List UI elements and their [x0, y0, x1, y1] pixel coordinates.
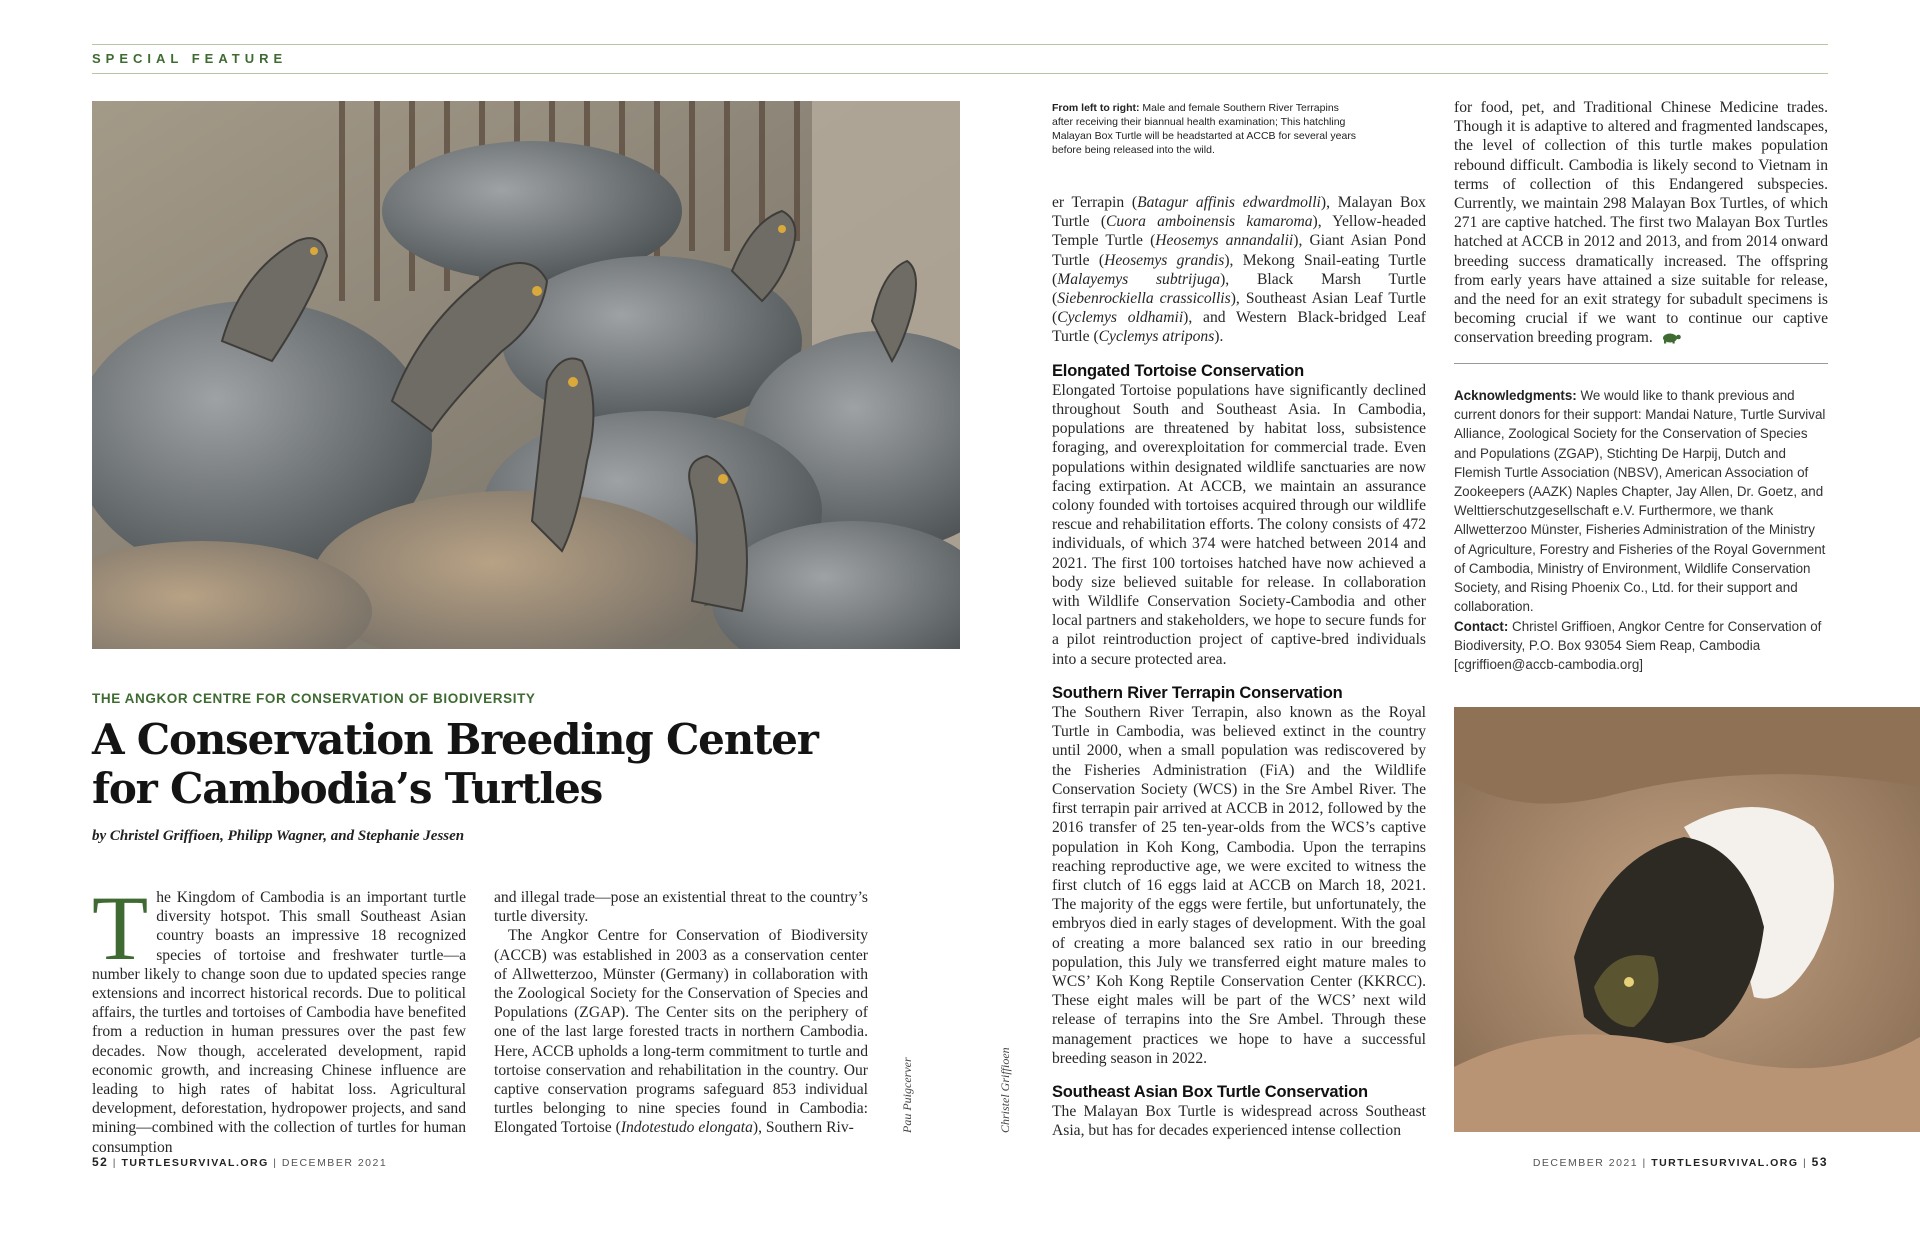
body-column-4 [1454, 98, 1828, 350]
org-label: THE ANGKOR CENTRE FOR CONSERVATION OF BIODIVERSITY [92, 691, 536, 706]
species-common-name: ), Southeast Asian Leaf Turtle ( [1052, 290, 1426, 327]
page-number-right: 53 [1811, 1155, 1828, 1169]
box-turtle-text: The Malayan Box Turtle is widespread across Southeast Asia, but has for decades experienced intense collection [1052, 1103, 1426, 1140]
species-common-name: ), Mekong Snail-eating Turtle ( [1052, 251, 1426, 288]
species-scientific-name: Heosemys annandalii [1155, 232, 1294, 250]
species-scientific-name: Cuora amboinensis kamaroma [1106, 213, 1313, 231]
caption-lead: From left to right: [1052, 102, 1140, 114]
page-number-left: 52 [92, 1155, 109, 1169]
col4-text: for food, pet, and Traditional Chinese Medicine trades. Though it is adaptive to altered and fragmented landscapes, the level of collection of this turtle makes population rebound difficult. Cambodia is likely second to Vietnam in terms of collection of this Endangered subspecies. Currently, we maintain 298 Malayan Box Turtles, of which 271 are captive hatched. The first two Malayan Box Turtles hatched at ACCB in 2012 and 2013, and from 2014 onward breeding success dramatically increased. The offspring from early years have attained a size suitable for release, and the need for an exit strategy for subadult specimens is becoming crucial if we want to continue our captive conservation breeding program. [1454, 99, 1828, 347]
species-common-name: ), Black Marsh Turtle ( [1052, 270, 1426, 308]
header-rule-bottom [92, 73, 1828, 74]
species-scientific-name: Malayemys subtrijuga [1057, 270, 1221, 288]
header-rule-top [92, 44, 1828, 45]
col4-paragraph-1 [1454, 98, 1828, 350]
terrapins-photo [92, 101, 960, 649]
ack-text: We would like to thank previous and current donors for their support: Mandai Nature, Turtle Survival Alliance, Zoological Society for the Conservation of Species and Populations (ZGAP), Stichting De Harpij, Dutch and Flemish Turtle Association (NBSV), American Association of Zookeepers (AAZK) Naples Chapter, Jay Allen, Dr. Goetz, and Welttierschutzgesellschaft e.V. Furthermore, we thank Allwetterzoo Münster, Fisheries Administration of the Ministry of Agriculture, Forestry and Fisheries of the Royal Government of Cambodia, Ministry of Environment, Wildlife Conservation Society, and Rising Phoenix Co., Ltd. for their support and collaboration. [1454, 388, 1826, 615]
body-column-1 [92, 877, 466, 1157]
col2-p2-text: The Angkor Centre for Conservation of Biodiversity (ACCB) was established in 2003 as a conservation center of Allwetterzoo, Münster (Germany) in collaboration with the Zoological Society for the Conservation of Species and Populations (ZGAP). The Center sits on the periphery of one of the last large forested tracts in northern Cambodia. Here, ACCB upholds a long-term commitment to turtle and tortoise conservation and rehabilitation in the country. Our captive conservation programs safeguard 853 individual turtles belonging to nine species found in Cambodia: Elongated Tortoise ( [494, 927, 868, 1137]
title-line-2: for Cambodia’s Turtles [92, 764, 603, 813]
elongated-tortoise-text: Elongated Tortoise populations have significantly declined throughout South and Southeast Asia. In Cambodia, populations are threatened by habitat loss, subsistence foraging, and overexploitation for commercial trade. Even populations within designated wildlife sanctuaries are now facing extirpation. At ACCB, we maintain an assurance colony founded with tortoises acquired through our wildlife rescue and rehabilitation efforts. The colony consists of 472 individuals, of which 374 were hatched between 2014 and 2021. The first 100 tortoises hatched have now achieved a body size believed suitable for release. In collaboration with Wildlife Conservation Society-Cambodia and other local partners and stakeholders, we hope to secure funds for a pilot reintroduction project of captive-bred individuals into a secure protected area. [1052, 381, 1426, 668]
photo-credit-left: Pau Puigcerver [900, 1057, 914, 1133]
species-scientific-name: Cyclemys atripons [1098, 328, 1215, 346]
byline: by Christel Griffioen, Philipp Wagner, and Stephanie Jessen [92, 828, 465, 844]
section-label: SPECIAL FEATURE [92, 51, 288, 66]
footer-date-left: DECEMBER 2021 [281, 1157, 388, 1169]
species-common-name: ). [1214, 328, 1224, 346]
footer-separator: | [1802, 1157, 1808, 1169]
subheading-southern-river-terrapin: Southern River Terrapin Conservation [1052, 683, 1343, 702]
species-scientific-name: Batagur affinis edwardmolli [1137, 194, 1321, 211]
body-column-2 [494, 888, 868, 1138]
species-scientific-name: Siebenrockiella crassicollis [1057, 290, 1231, 308]
photo-credit-right: Christel Griffioen [998, 1047, 1012, 1133]
col1-text: he Kingdom of Cambodia is an important turtle diversity hotspot. This small Southeast Asian country boasts an impressive 18 recognized species of tortoise and freshwater turtle—a number likely to change soon due to updated species range extensions and incorrect historical records. Due to political affairs, the turtles and tortoises of Cambodia have benefited from a reduction in human pressures over the past few decades. Now though, accelerated development, rapid economic growth, and increasing Chinese influence are leading to high rates of habitat loss. Agricultural development, deforestation, hydropower projects, and sand mining—combined with the collection of turtles for human consumption [92, 889, 466, 1156]
subheading-box-turtle: Southeast Asian Box Turtle Conservation [1052, 1082, 1368, 1101]
footer-date-right: DECEMBER 2021 [1532, 1157, 1639, 1169]
col2-paragraph-1: and illegal trade—pose an existential threat to the country’s turtle diversity. [494, 889, 868, 926]
species-scientific-name: Heosemys grandis [1104, 251, 1225, 269]
southern-river-terrapin-text: The Southern River Terrapin, also known as the Royal Turtle in Cambodia, was believed extinct in the country until 2000, when a small population was rediscovered by the Fisheries Administration (FiA) and the Wildlife Conservation Society (WCS) in the Sre Ambel River. The first terrapin pair arrived at ACCB in 2012, followed by the 2016 transfer of 25 ten-year-olds from the WCS’s captive population in Koh Kong, Cambodia. Upon the terrapins reaching reproductive age, we were excited to witness the first clutch of 16 eggs laid at ACCB on March 18, 2021. The majority of the eggs were fertile, but unfortunately, the embryos died in early stages of development. With the goal of creating a more balanced sex ratio in our breeding population, this July we transferred eight mature males to WCS’ Koh Kong Reptile Conservation Center (KKRCC). These eight males will be part of the WCS’ next wild release of terrapins into the Sre Ambel. Through these management practices we hope to have a successful breeding season in 2022. [1052, 704, 1426, 1067]
column-4-divider [1454, 363, 1828, 364]
subheading-elongated-tortoise: Elongated Tortoise Conservation [1052, 361, 1305, 380]
caption-text: Male and female Southern River Terrapins after receiving their biannual health examination; This hatchling Malayan Box Turtle will be headstarted at ACCB for several years before being released into the wild. [1052, 102, 1357, 156]
species-common-name: ), Giant Asian Pond Turtle ( [1052, 232, 1426, 269]
acknowledgments [1454, 386, 1828, 616]
col2-paragraph-2 [494, 926, 868, 1137]
footer-separator: | [112, 1157, 118, 1169]
drop-cap: T [92, 877, 149, 979]
contact-label: Contact: [1454, 619, 1509, 634]
footer-separator: | [1642, 1157, 1647, 1169]
terrapins-illustration [92, 101, 960, 649]
footer-separator: | [273, 1157, 278, 1169]
footer-left [92, 1155, 387, 1169]
col2-p2-species: Indotestudo elongata [620, 1119, 753, 1137]
hatchling-photo [1454, 707, 1920, 1132]
footer-site-left: TURTLESURVIVAL.ORG [121, 1157, 269, 1169]
title-line-1: A Conservation Breeding Center [92, 715, 818, 764]
contact-text: Christel Griffioen, Angkor Centre for Conservation of Biodiversity, P.O. Box 93054 Siem Reap, Cambodia [cgriffioen@accb-cambodia.org] [1454, 619, 1822, 673]
footer-right [1533, 1155, 1828, 1169]
article-title [92, 715, 892, 813]
photo-caption [1052, 101, 1362, 157]
contact-info [1454, 617, 1828, 675]
species-common-name: ), Yellow-headed Temple Turtle ( [1052, 213, 1426, 250]
col2-p2-end: ), Southern Riv- [752, 1119, 854, 1137]
species-scientific-name: Cyclemys oldhamii [1057, 309, 1184, 327]
species-common-name: ), Malayan Box Turtle ( [1052, 194, 1426, 231]
body-column-3 [1052, 193, 1426, 1141]
species-common-name: ), and Western Black-bridged Leaf Turtle ( [1052, 309, 1427, 346]
footer-site-right: TURTLESURVIVAL.ORG [1651, 1157, 1799, 1169]
turtle-icon [1660, 330, 1682, 349]
species-list [1052, 193, 1426, 347]
ack-label: Acknowledgments: [1454, 388, 1577, 403]
hatchling-illustration [1454, 707, 1920, 1132]
species-common-name: er Terrapin ( [1052, 194, 1138, 211]
